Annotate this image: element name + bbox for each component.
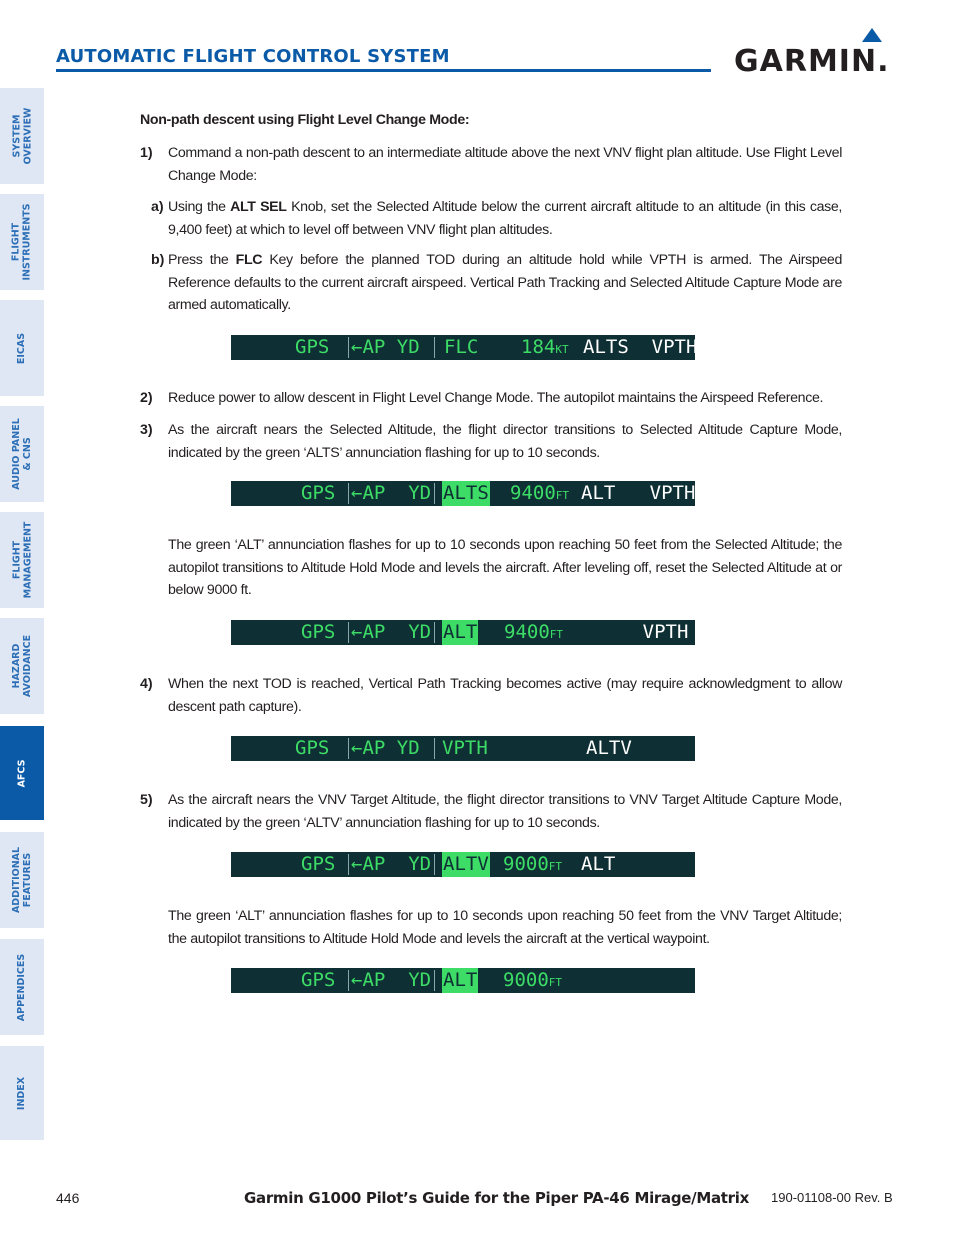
afcs-annunciator-bar <box>231 736 695 761</box>
garmin-logo <box>734 26 898 76</box>
lateral-mode: GPS <box>295 336 330 358</box>
logo-wordmark: GARMIN. <box>734 44 890 76</box>
section-title: AUTOMATIC FLIGHT CONTROL SYSTEM <box>56 46 450 67</box>
step-4-text: When the next TOD is reached, Vertical Path Tracking becomes active (may require acknowledgment to allow descent path capture). <box>168 676 842 715</box>
lateral-mode: GPS <box>301 621 336 643</box>
document-title: Garmin G1000 Pilot’s Guide for the Piper PA-46 Mirage/Matrix <box>244 1189 749 1207</box>
afcs-annunciator-bar <box>231 852 695 877</box>
reference-value: 184KT <box>521 336 569 358</box>
ap-yd-status: ←AP YD <box>351 336 420 358</box>
reference-value: 9000FT <box>503 969 563 991</box>
afcs-annunciator-bar <box>231 335 698 360</box>
armed-vertical-modes: ALTV <box>586 737 632 759</box>
armed-vertical-modes: ALT <box>581 853 616 875</box>
tab-flight-management[interactable]: FLIGHT MANAGEMENT <box>0 512 44 608</box>
lateral-mode: GPS <box>301 853 336 875</box>
step-1-text: Command a non-path descent to an intermediate altitude above the next VNV flight plan altitude. Use Flight Level Change Mode: <box>168 145 842 184</box>
active-vertical-mode: FLC <box>444 336 479 358</box>
armed-vertical-modes: ALT VPTH <box>581 482 696 504</box>
step-number: 3) <box>140 422 153 438</box>
active-vertical-mode: VPTH <box>442 737 488 759</box>
tab-audio-panel-cns[interactable]: AUDIO PANEL & CNS <box>0 406 44 502</box>
step-5-text: As the aircraft nears the VNV Target Altitude, the flight director transitions to VNV Target Altitude Capture Mode, indicated by the green ‘ALTV’ annunciation flashing for up to 10 seconds. <box>168 792 842 831</box>
ap-yd-status: ←AP YD <box>351 853 432 875</box>
page-number: 446 <box>56 1190 80 1206</box>
reference-value: 9000FT <box>503 853 563 875</box>
procedure-heading: Non-path descent using Flight Level Change Mode: <box>140 112 470 128</box>
active-vertical-mode: ALT <box>443 969 478 991</box>
ap-yd-status: ←AP YD <box>351 621 432 643</box>
header-rule <box>56 69 711 72</box>
ap-yd-status: ←AP YD <box>351 737 420 759</box>
logo-triangle-icon <box>862 28 882 42</box>
step-1a-text: Using the ALT SEL Knob, set the Selected Altitude below the current aircraft altitude to an altitude (in this case, 9,400 feet) at which to level off between VNV flight plan altitudes. <box>168 199 842 238</box>
active-vertical-mode: ALT <box>443 621 478 643</box>
tab-additional-features[interactable]: ADDITIONAL FEATURES <box>0 832 44 928</box>
afcs-annunciator-bar <box>231 968 695 993</box>
tab-index[interactable]: INDEX <box>0 1046 44 1140</box>
step-1b-text: Press the FLC Key before the planned TOD during an altitude hold while VPTH is armed. The Airspeed Reference defaults to the current aircraft airspeed. Vertical Path Tracking and Selected Altitude Capture Mode are armed automatically. <box>168 252 842 313</box>
step-number: 5) <box>140 792 153 808</box>
active-vertical-mode: ALTS <box>443 482 489 504</box>
lateral-mode: GPS <box>295 737 330 759</box>
step-5-note: The green ‘ALT’ annunciation flashes for up to 10 seconds upon reaching 50 feet from the VNV Target Altitude; the autopilot transitions to Altitude Hold Mode and levels the aircraft at the vertical waypoint. <box>168 908 842 947</box>
tab-afcs[interactable]: AFCS <box>0 726 44 820</box>
afcs-annunciator-bar <box>231 620 695 645</box>
tab-system-overview[interactable]: SYSTEM OVERVIEW <box>0 88 44 184</box>
key-name: FLC <box>235 252 263 268</box>
document-number: 190-01108-00 Rev. B <box>771 1190 893 1205</box>
knob-name: ALT SEL <box>230 199 287 215</box>
tab-flight-instruments[interactable]: FLIGHT INSTRUMENTS <box>0 194 44 290</box>
reference-value: 9400FT <box>510 482 570 504</box>
step-3-note: The green ‘ALT’ annunciation flashes for up to 10 seconds upon reaching 50 feet from the Selected Altitude; the autopilot transitions to Altitude Hold Mode and levels the aircraft. After leveling off, reset the Selected Altitude at or below 9000 ft. <box>168 537 842 598</box>
tab-appendices[interactable]: APPENDICES <box>0 939 44 1035</box>
active-vertical-mode: ALTV <box>443 853 489 875</box>
tab-eicas[interactable]: EICAS <box>0 300 44 396</box>
step-2-text: Reduce power to allow descent in Flight Level Change Mode. The autopilot maintains the Airspeed Reference. <box>168 390 824 406</box>
step-number: 4) <box>140 676 153 692</box>
afcs-annunciator-bar <box>231 481 695 506</box>
armed-vertical-modes: ALTS VPTH <box>583 336 698 358</box>
substep-number: b) <box>151 252 165 268</box>
step-3-text: As the aircraft nears the Selected Altitude, the flight director transitions to Selected Altitude Capture Mode, indicated by the green ‘ALTS’ annunciation flashing for up to 10 seconds. <box>168 422 842 461</box>
step-number: 2) <box>140 390 153 406</box>
substep-number: a) <box>151 199 164 215</box>
ap-yd-status: ←AP YD <box>351 969 432 991</box>
step-number: 1) <box>140 145 153 161</box>
armed-vertical-modes: VPTH <box>574 621 689 643</box>
reference-value: 9400FT <box>504 621 564 643</box>
ap-yd-status: ←AP YD <box>351 482 432 504</box>
lateral-mode: GPS <box>301 482 336 504</box>
lateral-mode: GPS <box>301 969 336 991</box>
tab-hazard-avoidance[interactable]: HAZARD AVOIDANCE <box>0 618 44 714</box>
